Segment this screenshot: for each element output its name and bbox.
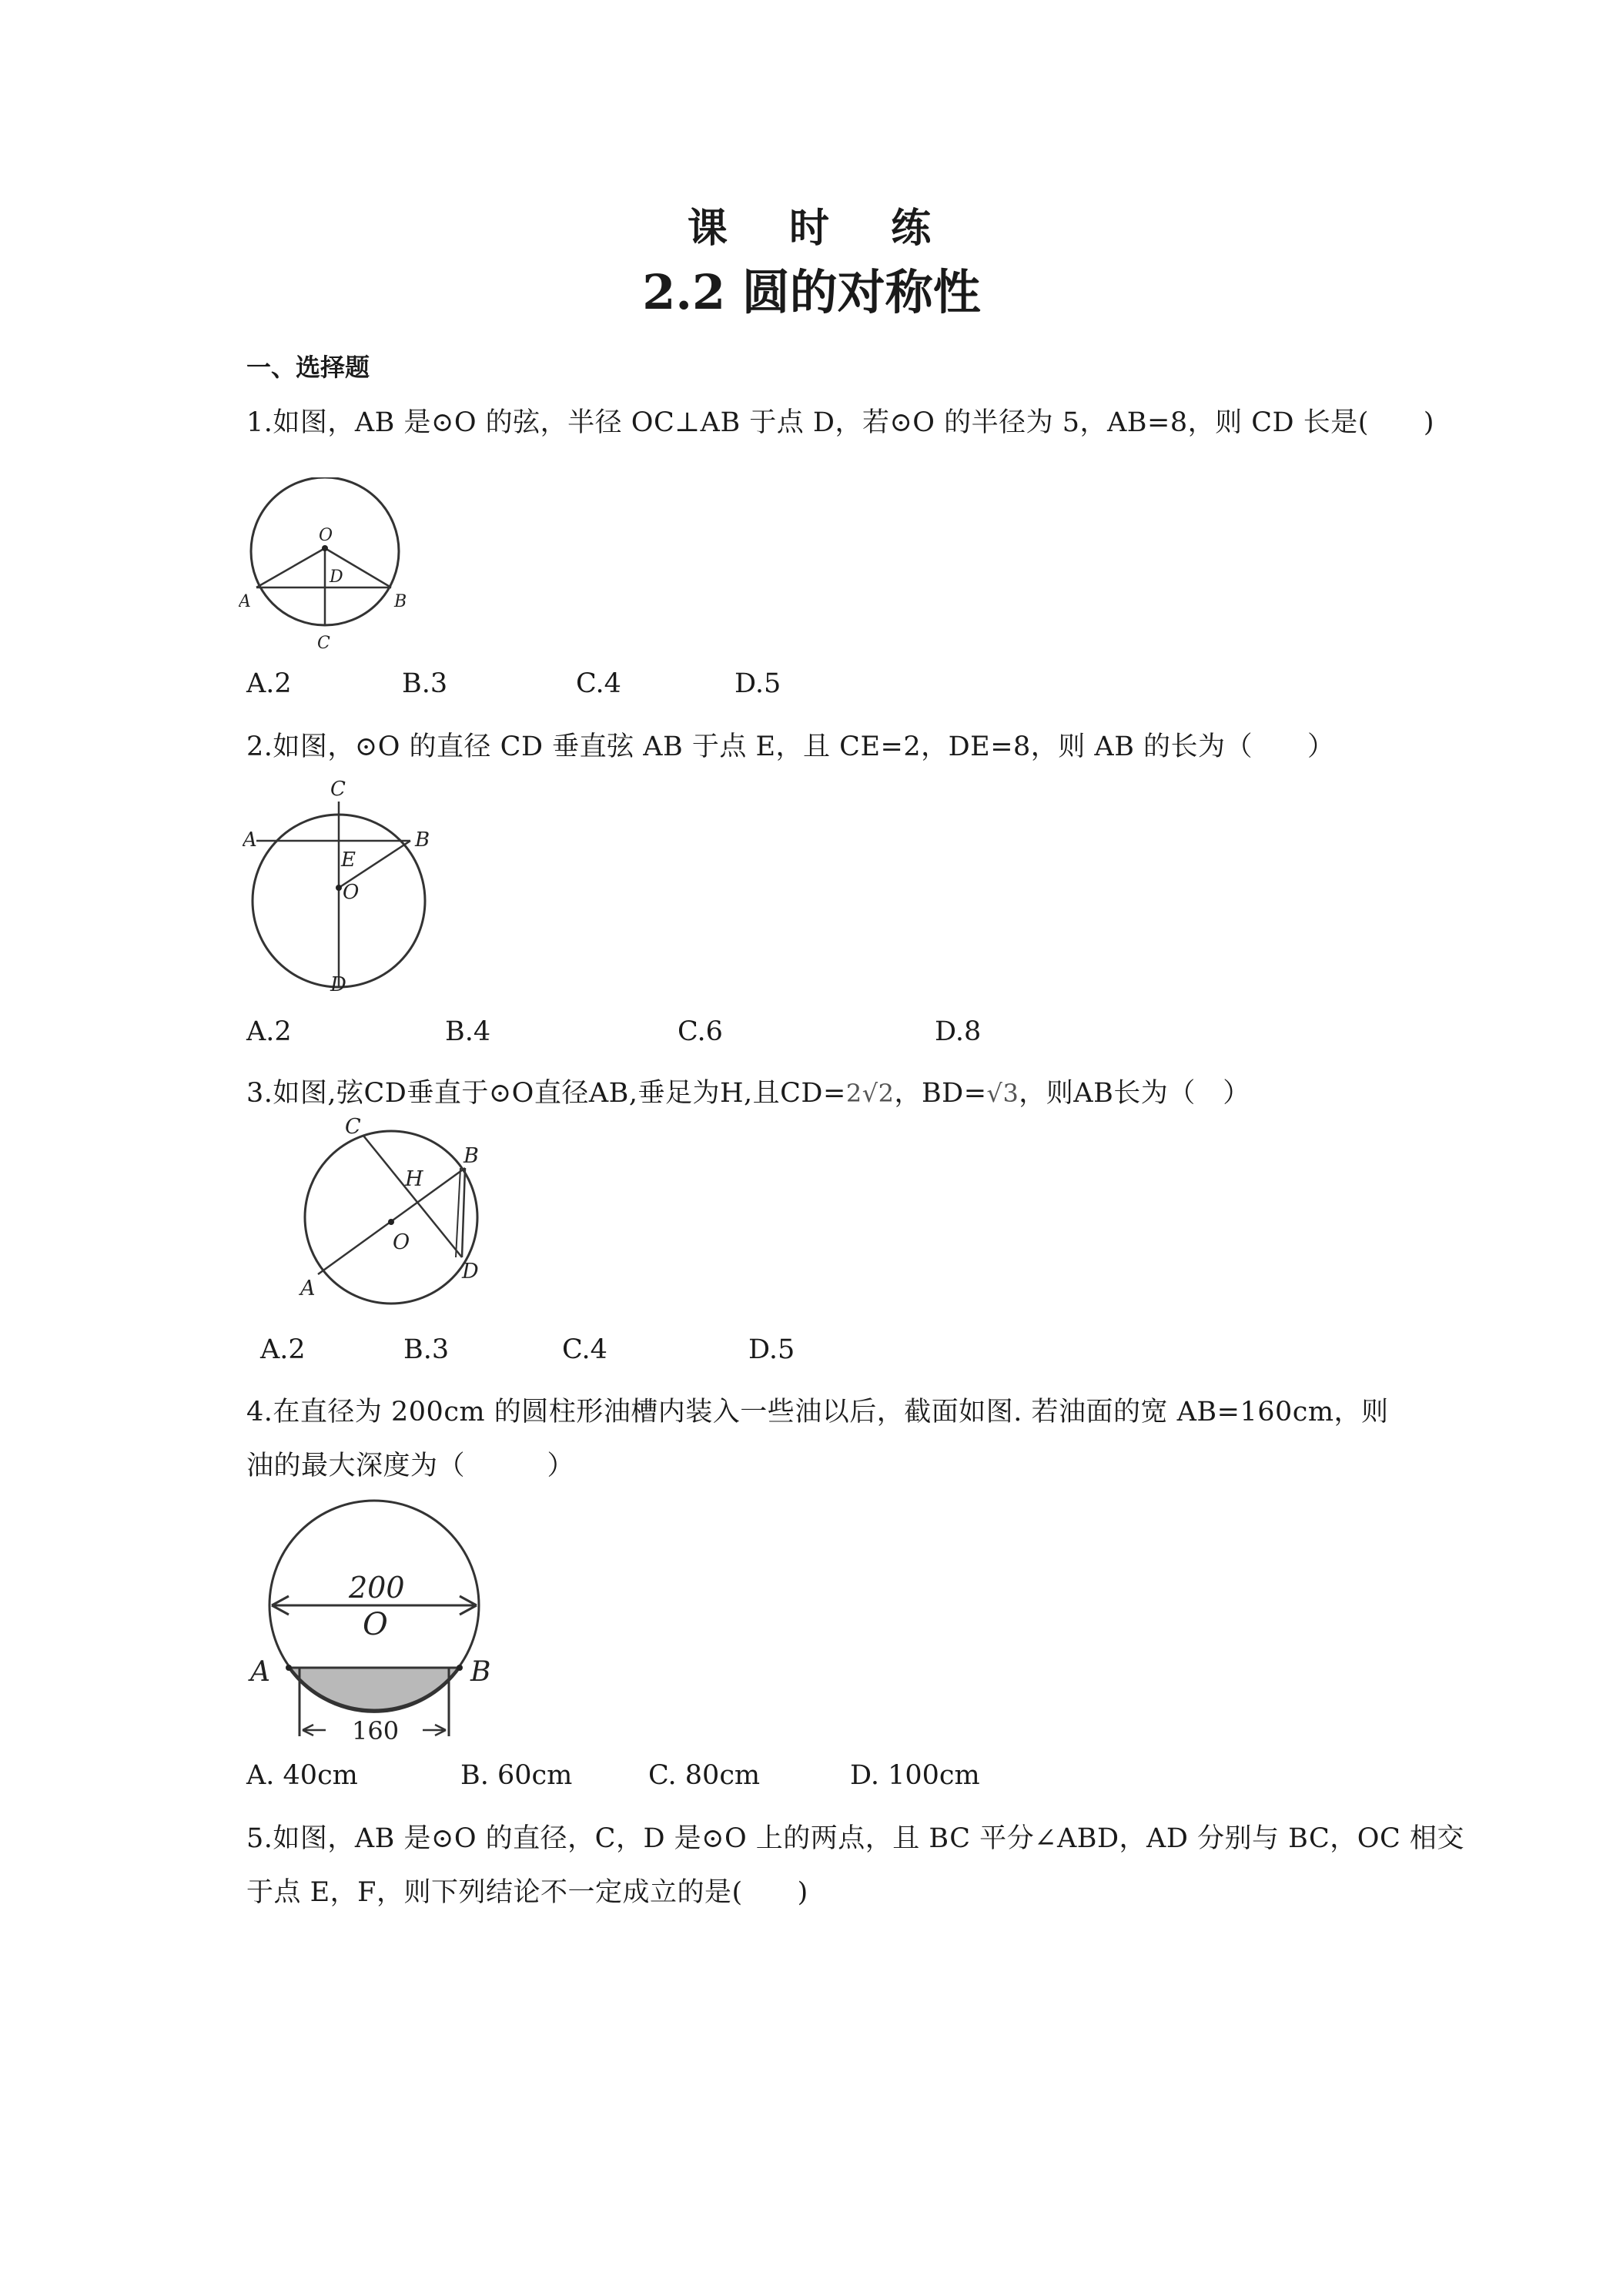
q2-center-dot [336, 885, 342, 891]
question-4-text-line1: 4.在直径为 200cm 的圆柱形油槽内装入一些油以后，截面如图. 若油面的宽 AB=160cm，则 [246, 1397, 1389, 1427]
question-5-text-line1: 5.如图，AB 是⊙O 的直径，C，D 是⊙O 上的两点，且 BC 平分∠ABD，AD 分别与 BC，OC 相交 [246, 1823, 1464, 1854]
section-heading: 一、选择题 [246, 353, 370, 382]
q3-label-a: A [300, 1277, 316, 1300]
q1-option-d: D.5 [735, 668, 781, 699]
q1-label-c: C [317, 634, 330, 653]
q3-text-part-b: ，BD= [894, 1078, 987, 1109]
q1-radius-oa [256, 548, 325, 587]
question-3-text [246, 1072, 1250, 1110]
q3-label-h: H [405, 1167, 423, 1191]
q4-option-d: D. 100cm [850, 1760, 980, 1791]
q4-label-b: B [470, 1656, 491, 1688]
q3-chord-bd [462, 1168, 465, 1257]
q2-option-d: D.8 [935, 1016, 982, 1047]
q3-option-d: D.5 [748, 1334, 795, 1365]
q1-label-o: O [319, 526, 333, 545]
q2-option-c: C.6 [678, 1016, 723, 1047]
q1-label-d: D [330, 567, 343, 587]
q4-label-a: A [250, 1656, 270, 1688]
page-subtitle: 课 时 练 [687, 205, 936, 252]
q2-label-e: E [341, 848, 356, 872]
question-2-figure [243, 774, 447, 1005]
q4-option-c: C. 80cm [648, 1760, 761, 1791]
q3-label-o: O [393, 1230, 410, 1254]
q1-label-a: A [239, 592, 251, 611]
q3-chord-bd2 [456, 1168, 460, 1257]
question-1-figure [239, 477, 416, 662]
q2-label-b: B [415, 828, 430, 852]
q2-label-d: D [330, 973, 346, 996]
q3-text-part-c: ，则AB长为（ ） [1019, 1078, 1250, 1109]
q3-option-c: C.4 [562, 1334, 607, 1365]
question-4-text-line2: 油的最大深度为（ ） [246, 1451, 575, 1481]
q4-option-a: A. 40cm [246, 1760, 358, 1791]
q3-label-d: D [462, 1260, 479, 1284]
q4-label-o: O [363, 1607, 388, 1642]
q3-label-b: B [463, 1144, 479, 1168]
q2-option-b: B.4 [445, 1016, 491, 1047]
q3-cd-value: 2√2 [845, 1079, 895, 1108]
q3-option-a: A.2 [260, 1334, 306, 1365]
q3-option-b: B.3 [403, 1334, 450, 1365]
question-2-text: 2.如图，⊙O 的直径 CD 垂直弦 AB 于点 E，且 CE=2，DE=8，则 AB 的长为（ ） [246, 731, 1335, 762]
q2-label-o: O [343, 881, 360, 904]
question-3-figure [293, 1116, 493, 1309]
q1-option-c: C.4 [576, 668, 621, 699]
q4-label-diameter: 200 [349, 1571, 405, 1605]
q4-point-a [286, 1665, 292, 1671]
q1-option-b: B.3 [402, 668, 448, 699]
q1-label-b: B [394, 592, 407, 611]
question-1-text: 1.如图，AB 是⊙O 的弦，半径 OC⊥AB 于点 D，若⊙O 的半径为 5，AB=8，则 CD 长是( ) [246, 407, 1435, 438]
question-4-figure [243, 1498, 504, 1744]
q3-circle [305, 1131, 477, 1304]
q3-chord-cd [363, 1136, 462, 1257]
q3-center-dot [388, 1219, 394, 1225]
page-title: 2.2 圆的对称性 [642, 264, 981, 320]
q2-label-a: A [243, 828, 257, 852]
q3-bd-value: √3 [986, 1079, 1019, 1108]
q2-option-a: A.2 [246, 1016, 292, 1047]
q2-label-c: C [330, 778, 346, 801]
q1-center-dot [322, 545, 328, 551]
q4-option-b: B. 60cm [460, 1760, 573, 1791]
q1-option-a: A.2 [246, 668, 292, 699]
q4-label-width: 160 [352, 1716, 400, 1744]
q3-label-c: C [345, 1116, 361, 1139]
question-5-text-line2: 于点 E，F，则下列结论不一定成立的是( ) [246, 1877, 808, 1908]
q3-text-part-a: 3.如图,弦CD垂直于⊙O直径AB,垂足为H,且CD= [246, 1078, 846, 1109]
q4-point-b [457, 1665, 463, 1671]
